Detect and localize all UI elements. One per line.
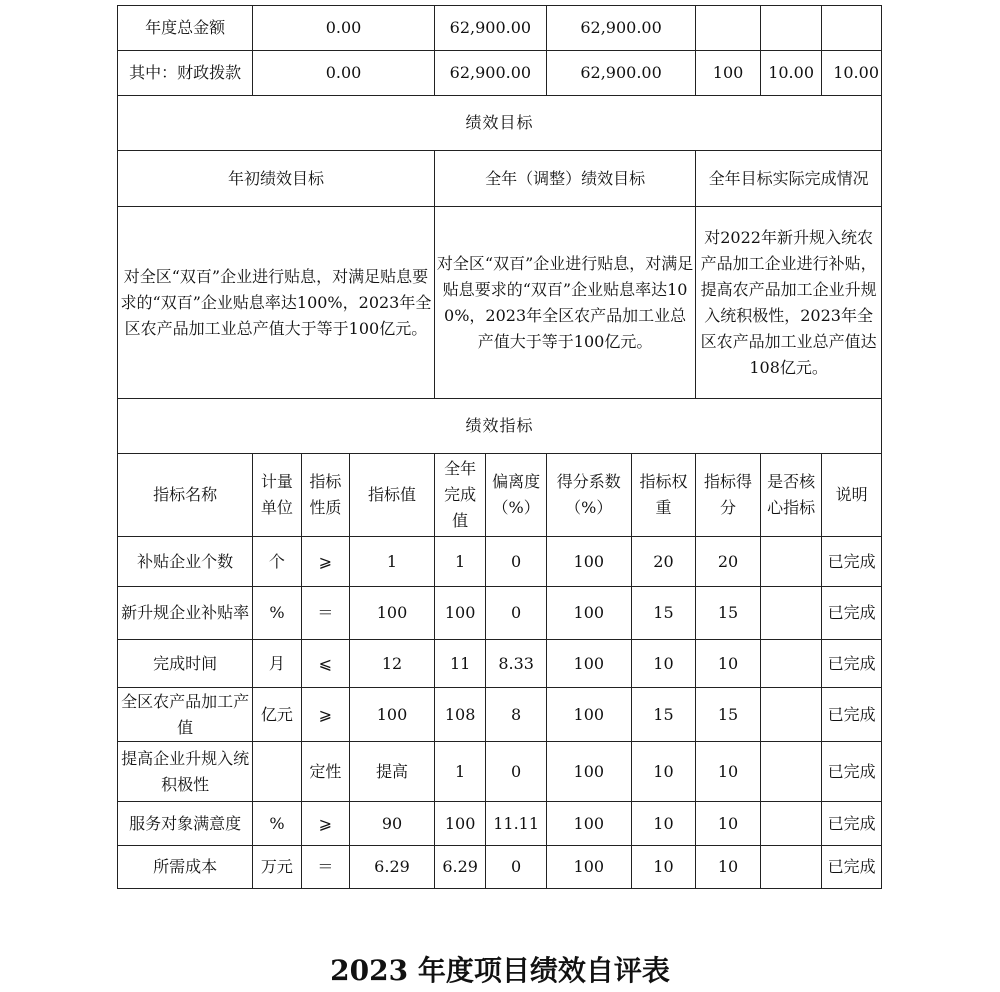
indicator-score: 10 bbox=[696, 640, 761, 688]
funding-initial: 0.00 bbox=[253, 51, 435, 96]
indicator-core bbox=[760, 587, 822, 640]
header-done: 全年完成值 bbox=[434, 454, 485, 537]
funding-score-a bbox=[696, 6, 761, 51]
header-score: 指标得分 bbox=[696, 454, 761, 537]
indicator-weight: 15 bbox=[631, 587, 696, 640]
indicator-unit: 万元 bbox=[253, 846, 301, 889]
indicator-coef: 100 bbox=[546, 846, 631, 889]
indicator-unit: 月 bbox=[253, 640, 301, 688]
indicator-note: 已完成 bbox=[822, 537, 882, 587]
indicator-value: 100 bbox=[350, 587, 435, 640]
indicator-note: 已完成 bbox=[822, 846, 882, 889]
next-page-title: 2023 年度项目绩效自评表 bbox=[330, 954, 670, 987]
indicator-nature: ＝ bbox=[301, 587, 349, 640]
table-row bbox=[118, 802, 882, 846]
goals-col-actual: 全年目标实际完成情况 bbox=[696, 151, 882, 207]
funding-actual: 62,900.00 bbox=[546, 51, 695, 96]
goals-initial-text: 对全区“双百”企业进行贴息，对满足贴息要求的“双百”企业贴息率达100%，2023年全区农产品加工业总产值大于等于100亿元。 bbox=[118, 207, 435, 399]
funding-score-a: 100 bbox=[696, 51, 761, 96]
indicator-note: 已完成 bbox=[822, 802, 882, 846]
indicator-done: 11 bbox=[434, 640, 485, 688]
indicator-weight: 10 bbox=[631, 802, 696, 846]
funding-actual: 62,900.00 bbox=[546, 6, 695, 51]
indicator-done: 100 bbox=[434, 802, 485, 846]
funding-score-c: 10.00 bbox=[822, 51, 882, 96]
indicator-name: 补贴企业个数 bbox=[118, 537, 253, 587]
indicator-core bbox=[760, 742, 822, 802]
indicator-value: 提高 bbox=[350, 742, 435, 802]
indicator-name: 新升规企业补贴率 bbox=[118, 587, 253, 640]
funding-label: 其中：财政拨款 bbox=[118, 51, 253, 96]
indicator-nature: ⩾ bbox=[301, 537, 349, 587]
header-weight: 指标权重 bbox=[631, 454, 696, 537]
funding-initial: 0.00 bbox=[253, 6, 435, 51]
indicator-value: 1 bbox=[350, 537, 435, 587]
indicator-weight: 10 bbox=[631, 846, 696, 889]
indicator-weight: 10 bbox=[631, 640, 696, 688]
indicator-score: 20 bbox=[696, 537, 761, 587]
goals-adjusted-text: 对全区“双百”企业进行贴息，对满足贴息要求的“双百”企业贴息率达100%，2023年全区农产品加工业总产值大于等于100亿元。 bbox=[434, 207, 695, 399]
indicator-core bbox=[760, 802, 822, 846]
indicator-deviation: 8 bbox=[486, 688, 547, 742]
indicator-score: 10 bbox=[696, 846, 761, 889]
header-coef: 得分系数（%） bbox=[546, 454, 631, 537]
indicator-note: 已完成 bbox=[822, 640, 882, 688]
indicator-core bbox=[760, 688, 822, 742]
indicator-core bbox=[760, 846, 822, 889]
indicators-section-row bbox=[118, 399, 882, 454]
indicator-name: 服务对象满意度 bbox=[118, 802, 253, 846]
funding-label: 年度总金额 bbox=[118, 6, 253, 51]
indicator-unit: 个 bbox=[253, 537, 301, 587]
indicator-deviation: 11.11 bbox=[486, 802, 547, 846]
goals-header-row bbox=[118, 151, 882, 207]
table-row bbox=[118, 742, 882, 802]
goals-col-adjusted: 全年（调整）绩效目标 bbox=[434, 151, 695, 207]
indicator-coef: 100 bbox=[546, 802, 631, 846]
indicator-deviation: 0 bbox=[486, 537, 547, 587]
goals-col-initial: 年初绩效目标 bbox=[118, 151, 435, 207]
header-deviation: 偏离度（%） bbox=[486, 454, 547, 537]
indicator-note: 已完成 bbox=[822, 688, 882, 742]
indicator-weight: 20 bbox=[631, 537, 696, 587]
table-row bbox=[118, 688, 882, 742]
indicator-done: 100 bbox=[434, 587, 485, 640]
indicator-value: 6.29 bbox=[350, 846, 435, 889]
indicator-weight: 15 bbox=[631, 688, 696, 742]
table-row bbox=[118, 537, 882, 587]
indicator-deviation: 0 bbox=[486, 587, 547, 640]
indicator-nature: ⩾ bbox=[301, 688, 349, 742]
indicator-score: 15 bbox=[696, 587, 761, 640]
indicator-deviation: 8.33 bbox=[486, 640, 547, 688]
indicator-value: 12 bbox=[350, 640, 435, 688]
header-name: 指标名称 bbox=[118, 454, 253, 537]
indicator-done: 6.29 bbox=[434, 846, 485, 889]
indicator-value: 90 bbox=[350, 802, 435, 846]
funding-score-b: 10.00 bbox=[760, 51, 822, 96]
goals-section-title: 绩效目标 bbox=[118, 96, 882, 151]
self-evaluation-table bbox=[117, 5, 882, 889]
goals-actual-text: 对2022年新升规入统农产品加工企业进行补贴，提高农产品加工企业升规入统积极性，2023年全区农产品加工业总产值达108亿元。 bbox=[696, 207, 882, 399]
indicator-unit: % bbox=[253, 587, 301, 640]
indicator-nature: ⩽ bbox=[301, 640, 349, 688]
indicator-rows bbox=[118, 537, 882, 889]
indicator-note: 已完成 bbox=[822, 742, 882, 802]
header-value: 指标值 bbox=[350, 454, 435, 537]
indicator-unit: % bbox=[253, 802, 301, 846]
indicator-coef: 100 bbox=[546, 640, 631, 688]
indicator-coef: 100 bbox=[546, 537, 631, 587]
table-row bbox=[118, 587, 882, 640]
indicator-name: 完成时间 bbox=[118, 640, 253, 688]
indicator-nature: ＝ bbox=[301, 846, 349, 889]
header-core: 是否核心指标 bbox=[760, 454, 822, 537]
funding-row-fiscal bbox=[118, 51, 882, 96]
header-unit: 计量单位 bbox=[253, 454, 301, 537]
indicator-unit bbox=[253, 742, 301, 802]
indicator-name: 提高企业升规入统积极性 bbox=[118, 742, 253, 802]
indicator-done: 1 bbox=[434, 537, 485, 587]
indicator-score: 10 bbox=[696, 802, 761, 846]
indicators-header-row bbox=[118, 454, 882, 537]
indicator-score: 10 bbox=[696, 742, 761, 802]
funding-adjusted: 62,900.00 bbox=[434, 6, 546, 51]
funding-score-c bbox=[822, 6, 882, 51]
indicator-nature: ⩾ bbox=[301, 802, 349, 846]
indicator-core bbox=[760, 537, 822, 587]
indicator-coef: 100 bbox=[546, 742, 631, 802]
funding-row-total bbox=[118, 6, 882, 51]
indicator-deviation: 0 bbox=[486, 742, 547, 802]
table-row bbox=[118, 640, 882, 688]
indicator-done: 1 bbox=[434, 742, 485, 802]
goals-section-row bbox=[118, 96, 882, 151]
indicator-score: 15 bbox=[696, 688, 761, 742]
indicator-name: 所需成本 bbox=[118, 846, 253, 889]
indicator-nature: 定性 bbox=[301, 742, 349, 802]
funding-adjusted: 62,900.00 bbox=[434, 51, 546, 96]
indicator-note: 已完成 bbox=[822, 587, 882, 640]
indicator-coef: 100 bbox=[546, 688, 631, 742]
header-note: 说明 bbox=[822, 454, 882, 537]
table-row bbox=[118, 846, 882, 889]
indicator-deviation: 0 bbox=[486, 846, 547, 889]
indicators-section-title: 绩效指标 bbox=[118, 399, 882, 454]
indicator-done: 108 bbox=[434, 688, 485, 742]
header-nature: 指标性质 bbox=[301, 454, 349, 537]
indicator-weight: 10 bbox=[631, 742, 696, 802]
indicator-unit: 亿元 bbox=[253, 688, 301, 742]
funding-score-b bbox=[760, 6, 822, 51]
indicator-core bbox=[760, 640, 822, 688]
indicator-name: 全区农产品加工产值 bbox=[118, 688, 253, 742]
indicator-coef: 100 bbox=[546, 587, 631, 640]
goals-content-row bbox=[118, 207, 882, 399]
indicator-value: 100 bbox=[350, 688, 435, 742]
